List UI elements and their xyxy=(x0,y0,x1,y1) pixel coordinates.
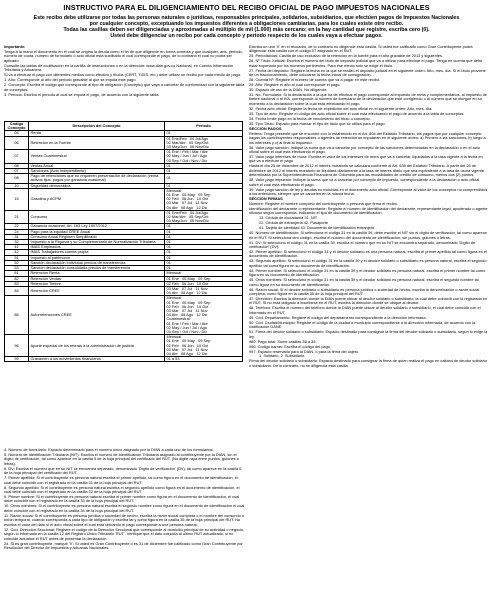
concepts-table xyxy=(4,121,243,362)
concept-description-cell: Sanción declaración individual precios de transferencia xyxy=(29,260,165,265)
concept-code-cell: 07 xyxy=(5,150,29,164)
instruction-paragraph: 6. DV: Escriba el número que en su NIT se encuentra separado, denominado 'Dígito de verificación' (DV), tal como aparece en la casilla 6 de la hoja principal del certificado del RUT. xyxy=(4,465,242,476)
concept-code-cell: 10 xyxy=(5,183,29,188)
concept-code-cell: 08 xyxy=(5,174,29,183)
instruction-paragraph: 51. Firma del deudor solidario o subsidiario: Espacio destinado para consignar la firma del deudor solidario o subsidiario, según lo exige la ley. xyxy=(249,329,488,339)
concept-period-cell: Mensual 01 Ene 05 May 09 Sep 02 Feb 06 Jun 10 Oct 03 Mar 07 Jul 11 Nov 04 Abr 08 Ago 12 Dic Cuatrimestral 01 Ene / Feb / Mar / Abr 02 May / Jun / Jul / Ago 03 Sep / Oct / Nov / Dic xyxy=(165,296,243,335)
concept-description-cell: Impuesto al patrimonio xyxy=(29,255,165,260)
instruction-paragraph: 48. Teléfono: Escriba el número del teléfono donde la DIAN puede ubicar al deudor solidario o subsidiario, el cual debe coincidir con el informado en el RUT. xyxy=(249,305,481,315)
concept-code-cell: 06 xyxy=(5,136,29,150)
concept-description-cell: Retención CREE xyxy=(29,286,165,295)
instruction-paragraph: 38. Valor pago impuesto: Indique la suma que va a cancelar por concepto de impuesto, correspondiente a la declaración o acto oficial sobre el cual está efectuando el pago. xyxy=(249,177,480,187)
instruction-paragraph: Escriba un uno 'X' en el recuadro, de lo contrario no diligencie esta casilla. Si usted fue calificado como Gran Contribuyente podrá diligenciar esta casilla con el código 07 asignado en el RUT. xyxy=(249,44,473,54)
instruction-paragraph: Si va a efectuar el pago con diferentes medios como efectivo y títulos (CERT, TIDIS, etc.) debe utilizar un recibo por cada medio de pago. xyxy=(4,72,242,78)
instruction-paragraph: 10. Otros nombres: Si el contribuyente es persona natural escriba el segundo nombre como figura en el documento de identificación el cual debe coincidir con el registrado en la casilla 34 de la hoja principal del RUT. xyxy=(4,503,245,513)
concept-description-cell: Seguridad democrática xyxy=(29,183,165,188)
intro-line: por cualquier concepto, exceptuando los impuestos diferentes a obligaciones cambiarias, para los cuales existe otro recibo. xyxy=(89,21,404,27)
intro-block xyxy=(8,15,485,39)
concept-code-cell: 83 xyxy=(5,281,29,286)
table-row xyxy=(5,210,243,224)
concept-code-cell: 53 xyxy=(5,266,29,271)
instruction-paragraph: 33. Tipo de acto: Registre el código del acto oficial sobre el cual está efectuando el pago de acuerdo a la tabla de conceptos. xyxy=(249,110,465,116)
header-description: Descripción del Concepto xyxy=(29,122,165,131)
concept-code-cell: 81 xyxy=(5,271,29,276)
instruction-paragraph: 3. Periodo: Escriba el periodo al cual se imputa el pago, de acuerdo con la siguiente tabla: xyxy=(4,91,160,97)
concept-period-cell: 02 Feb 06 Jun 10 Oct xyxy=(165,281,243,286)
instruction-paragraph: SECCIÓN FIRMAS xyxy=(249,196,283,201)
instruction-paragraph: 1. Solidario, 2. Subsidiario. xyxy=(259,353,306,359)
instruction-paragraph: 49. Cód. Departamento: Registre el código del departamento correspondiente a la dirección informada. xyxy=(249,314,427,320)
concept-description-cell: Gravamen a los movimientos financieros xyxy=(29,357,165,362)
concept-code-cell: 82 xyxy=(5,276,29,281)
concept-period-cell: 01 xyxy=(165,174,243,183)
concept-period-cell: 01 Ene / Feb / Mar / Abr 02 May / Jun / Jul / Ago 03 Sep / Oct / Nov / Dic xyxy=(165,150,243,164)
concept-period-cell: 01 xyxy=(165,131,243,136)
concept-description-cell: IMAS Trabajadores cuenta propia xyxy=(29,250,165,255)
concept-code-cell: 15 xyxy=(5,188,29,210)
concept-description-cell: Ventas Anual xyxy=(29,163,165,168)
instruction-paragraph: 996. Código barras: Escriba el código del pago. xyxy=(249,343,331,349)
instruction-paragraph: 1. Año: Corresponde al año del periodo gravable al que se imputa este pago. xyxy=(4,77,137,83)
instruction-paragraph: 30. Espacio de uso de la DIAN. No diligencie. xyxy=(249,87,328,93)
concept-description-cell: Aporte especial de los reteras a la administración de justicia xyxy=(29,335,165,357)
table-row xyxy=(5,150,243,164)
concept-description-cell: Retención Renta xyxy=(29,271,165,276)
concept-description-cell: Retención en la Fuente xyxy=(29,136,165,150)
table-row xyxy=(5,296,243,335)
concept-code-cell: 42 xyxy=(5,250,29,255)
concept-period-cell: 01 xyxy=(165,240,243,245)
concept-period-cell: 01 Ene/Feb 04 Jul/Ago 02 Mar/Abr 05 Sep/Oct 03 May/Jun 06 Nov/Dic xyxy=(165,210,243,224)
concept-code-cell: 22 xyxy=(5,224,29,229)
concept-period-cell: 01 xyxy=(165,250,243,255)
concept-period-cell: 01 xyxy=(165,234,243,239)
instruction-paragraph: Importante: xyxy=(4,44,26,49)
instruction-paragraph: 41. Tarjeta de identidad 43. Documento de identificación extranjero xyxy=(259,225,375,231)
header-code: Código Concepto xyxy=(5,122,29,131)
instruction-paragraph: 9. Primer nombre: Si el contribuyente es persona natural escriba el primer nombre como figura en el documento de identificación, el cual debe coincidir con el registrado en la casilla 33 de la hoja principal del RUT. xyxy=(4,494,240,504)
instruction-paragraph: 42. Primer apellido: Si seleccionó el código 31 y el deudor solidario es una persona natural, escriba el primer apellido tal como figura en el documento de identificación. xyxy=(249,248,487,259)
concept-period-cell: 03 Mar 07 Jul 11 Nov 04 Abr 08 Ago 12 Dic xyxy=(165,286,243,295)
concept-description-cell: Consumo xyxy=(29,210,165,224)
concept-description-cell: Retención Ventas xyxy=(29,276,165,281)
instruction-paragraph: 997. Espacio reservado para la DIAN, o para la firma del cajero. xyxy=(249,348,360,354)
concept-period-cell: 01 xyxy=(165,183,243,188)
instruction-paragraph: SECCIÓN PAGOS xyxy=(249,125,282,131)
instruction-paragraph: Reitera: Tenga presente que se encontró con lo establecido en el Art. 804 del Estatuto Tributario, los pagos que por cualquier concepto hagan los contribuyentes responsables o agentes de retención se imputarán en el siguiente orden: a) Primero a las sanciones, b) luego a los intereses y c) al final al impuesto. xyxy=(249,130,486,145)
concept-code-cell: 07 xyxy=(5,169,29,174)
table-row xyxy=(5,136,243,150)
instruction-paragraph: 2. Concepto: Escriba el código que corresponde al tipo de obligación (Concepto) que vaya a cancelar de conformidad con la siguiente tabla de conceptos. xyxy=(4,82,245,92)
concept-code-cell: 96 xyxy=(5,335,29,357)
instruction-paragraph: 26. Nº Título Judicial: Escriba el número del título de depósito judicial que va a utilizar para efectuar el pago. Tenga en cuenta que debe estar soportado por los números pertinentes. Para ese efecto solo se exige el título. xyxy=(249,58,483,68)
instruction-paragraph: 46. Razón social: Si el deudor solidario o subsidiario es persona jurídica o sociedad de hecho, escriba la denominación o razón social completa, como figura en la casilla 35 de la hoja principal del RUT. xyxy=(249,286,480,297)
concept-period-cell: 01 xyxy=(165,260,243,265)
instruction-paragraph: 27. Fecha del depósito: Registre la fecha en la que se realizó el depósito judicial en el siguiente orden: Año, mes, día. Si el título proviene de un fraccionamiento, debe colocarse la fecha inicial de consignación. xyxy=(249,67,486,78)
instruction-paragraph: 41. DV: Si seleccionó el código 31 en la casilla 39, escriba el número que en su NIT se encuentra separado, denominado 'Dígito de verificación' (DV). xyxy=(249,239,476,250)
table-row xyxy=(5,188,243,210)
instruction-paragraph: 24. Si es gran contribuyente, marque 'X': Si usted es Gran Contribuyente o es 31 de diciembre fue calificado como Gran Contribuyente por Resolución del Director de Impuestos y Aduanas Nacionales. xyxy=(4,540,243,551)
concept-code-cell: 41 xyxy=(5,245,29,250)
left-column-top xyxy=(4,45,245,97)
intro-line: Todas las casillas deben ser diligenciadas y aproximadas al múltiplo de mil (1.000) más cercano; en la hay cantidad que registre, escriba cero (0). xyxy=(63,27,430,33)
instruction-paragraph: 28. Cuenta Nº: Registre el número de cuenta que va a pagar en este recibo. xyxy=(249,77,381,83)
instruction-paragraph: 12. Cód. Dirección Seccional: Registre el código de la Dirección Seccional que corresponde al domicilio principal de su actividad o negocio, según lo informado en la casilla 12 del Registro Único Tributario 'RUT'. Verifique que el dato coincida al último RUT actualizado, si no coincide actualice el RUT antes de presentar la declaración. xyxy=(4,526,245,541)
instruction-paragraph: 37. Valor pago intereses de mora: Escriba el valor de los intereses de mora que va a cancelar, liquidados a la tasa vigente a la fecha en que va a efectuar el pago. xyxy=(249,153,483,164)
instruction-paragraph: 13. Cédula de ciudadanía 31. NIT xyxy=(259,215,318,221)
concept-period-cell: 01 xyxy=(165,255,243,260)
instruction-paragraph: 22. Cédula de extranjería 42. Pasaporte xyxy=(259,220,328,226)
concept-description-cell: Pago de retenciones que no requieren presentación de declaración (venta activos fijos, pagos por ganancia ocasional) xyxy=(29,174,165,183)
concept-period-cell: 01 xyxy=(165,163,243,168)
concept-description-cell: Sanciones (Acto Independiente) xyxy=(29,169,165,174)
concept-period-cell: 01 xyxy=(165,224,243,229)
instruction-paragraph: Firma del deudor solidario o subsidiario: Espacio destinado para consignar la firma de quien realiza el pago en calidad de deudor solidario o subsidiario. De lo contrario, no se diligencia esta casilla. xyxy=(249,358,487,368)
instruction-paragraph: 29. Año: Registre el año al cual corresponde el pago. xyxy=(249,82,341,88)
left-column-bottom xyxy=(4,448,245,551)
concept-period-cell: 01 xyxy=(165,266,243,271)
concept-code-cell: 31 xyxy=(5,234,29,239)
concept-description-cell: IMAS Empleados xyxy=(29,245,165,250)
instruction-paragraph: 39. Valor pago sanción de ley y deudas no incluidas en el documento acto oficial: Corresponde al valor de los conceptos no comprendidos a los anteriores, siempre que se cancelen en la misma fecha. xyxy=(249,186,488,197)
instruction-paragraph: 40. Número de identificación: Si selecciona el código 31 en la casilla 39, debe escribir el NIT sin el dígito de verificación, tal como aparece en el RUT. Si selecciona otro código, escriba el número del documento de identificación, sin puntos, guiones o letras. xyxy=(249,230,487,240)
instruction-paragraph: 32. Fecha acto oficial: Registre la fecha de expedición del acto oficial en el siguiente orden: Año, mes, día. xyxy=(249,105,433,111)
instruction-paragraph: 5. Número de Identificación Tributaria (NIT): Escriba el número de Identificación Tributaria asignado al contribuyente por la DIAN, sin el dígito de verificación, tal como aparece en la casilla 5 de la hoja principal del certificado del RUT. (No digite raya entre puntos, guiones o letras). xyxy=(4,451,239,466)
instruction-paragraph: 44. Primer nombre: Si seleccionó el código 31 en la casilla 39 y el deudor solidario es persona natural, escriba el primer nombre tal como figura en su documento de identificación. xyxy=(249,267,486,278)
concept-code-cell: 51 xyxy=(5,255,29,260)
concept-code-cell: 86 xyxy=(5,296,29,335)
concept-description-cell: Pago para la equidad CREE Anual xyxy=(29,229,165,234)
concept-description-cell: Gasolina y ACPM xyxy=(29,188,165,210)
instruction-paragraph: 980. Pago total: Sume casillas 36 a 39. xyxy=(249,338,317,344)
table-row xyxy=(5,335,243,357)
header-period: Periodo xyxy=(165,122,243,131)
concept-description-cell: Consumo Anual Régimen Simplificado xyxy=(29,234,165,239)
concept-code-cell: 08 xyxy=(5,163,29,168)
concept-description-cell: Ganancia ocasional, Art. 163 Ley 1607/2012 xyxy=(29,224,165,229)
instruction-paragraph: 8. Segundo apellido: Si el contribuyente es persona natural escriba el segundo apellido como figura en el documento de identificación, el cual debe coincidir con el registrado en la casilla 32 de la hoja principal del RUT. xyxy=(4,484,240,495)
concept-period-cell: Mensual 01 Ene 05 May 09 Sep 02 Feb 06 Jun 10 Oct 03 Mar 07 Jul 11 Nov 04 Abr 08 Ago 12 Dic xyxy=(165,188,243,210)
concept-code-cell: 99 xyxy=(5,357,29,362)
concept-code-cell: 84 xyxy=(5,286,29,295)
instruction-paragraph: 25. Periodicidad: Casilla de uso exclusivo de la retención en la fuente para el año gravable de 2013 y siguientes. xyxy=(249,53,444,59)
concept-description-cell: Renta xyxy=(29,131,165,136)
concept-period-cell: Mensual xyxy=(165,271,243,276)
instruction-paragraph: Identificación del declarante o representante: Registre el número de identificación del declarante, representante legal, apoderado o agente oficioso según corresponda, indicando el tipo de documento de identificación. xyxy=(249,205,488,216)
concept-description-cell: Sanción declaración consolidada precios de transferencia xyxy=(29,266,165,271)
instruction-paragraph: 35. Tipo Título: Espacio para marcar el tipo de título que se utiliza para el pago. xyxy=(249,120,386,126)
intro-line: Usted debe diligenciar un recibo por cada concepto y periodo respecto de los cuales vaya a efectuar pagos. xyxy=(110,33,383,39)
concept-period-cell: 01 xyxy=(165,229,243,234)
instruction-paragraph: 31. No. Formulario: Si la declaración a la que ha de efectuar el pago corresponde al impuesto de renta y complementarios, al impuesto de timbre nacional o al IVA, corresponde al número de formulario de la declaración que esté corrigiendo o al número que se otorgue en su momento a la declaración sobre la cual está efectuando el pago. xyxy=(249,92,487,106)
instruction-paragraph: 50. Cód. Ciudad/Municipio: Registre el código de la ciudad o municipio correspondiente a la dirección informada, de acuerdo con la codificación DANE. xyxy=(249,319,476,330)
document-title: INSTRUCTIVO PARA EL DILIGENCIAMIENTO DEL RECIBO OFICIAL DE PAGO IMPUESTOS NACIONALES xyxy=(63,3,430,12)
concept-code-cell: 32 xyxy=(5,240,29,245)
concept-period-cell: 01 xyxy=(165,169,243,174)
concept-description-cell: Retención Timbre xyxy=(29,281,165,286)
instruction-paragraph: 7. Primer apellido: Si el contribuyente es persona natural escriba el primer apellido, tal como figura en el documento de identificación, el cual debe coincidir con el registrado en la casilla 31 de la hoja principal del RUT. xyxy=(4,475,238,485)
right-column xyxy=(249,45,489,369)
table-row xyxy=(5,357,243,362)
concept-code-cell: 04 xyxy=(5,131,29,136)
intro-line: Este recibo debe utilizarse por todas las personas naturales o jurídicas, responsables principales, solidarios, subsidiarios, que efectúen pagos de Impuestos Nacionales xyxy=(33,15,460,21)
concept-description-cell: Impuesto a la Riqueza y su Complementario de Normalización Tributaria xyxy=(29,240,165,245)
concept-period-cell: 01 xyxy=(165,245,243,250)
concept-code-cell: 52 xyxy=(5,260,29,265)
instruction-paragraph: Nombre: Registre el nombre completo del contribuyente o persona que firma el recibo. xyxy=(249,200,399,206)
table-row xyxy=(5,286,243,295)
concept-period-cell: 01 Ene/Feb 04 Jul/Ago 02 Mar/Abr 05 Sep/Oct 03 May/Jun 06 Nov/Dic xyxy=(165,136,243,150)
instruction-paragraph: 4. Número de formulario: Espacio determinado para el número único asignado por la DIAN a cada uno de los formularios. xyxy=(4,447,214,452)
instruction-paragraph: 11. Razón social: Si el contribuyente es persona jurídica o sociedad de hecho, escriba la razón social completa o el nombre del consorcio o unión temporal, cuando corresponda a cada tipo de obligación y escriba tal y como figura en la casilla 35 de la hoja principal del RUT. No escriba el valor del dato si el acto oficial sobre el cual está ubicando el pago corresponde a una persona natural. xyxy=(4,512,244,527)
instruction-paragraph: 34. Fecha límite pago en la fecha de vencimiento del título o concepto. xyxy=(249,115,371,121)
concept-period-cell: 01 a 53 xyxy=(165,357,243,362)
concept-code-cell: 21 xyxy=(5,210,29,224)
table-row xyxy=(5,174,243,183)
instruction-paragraph: 47. Dirección: Escriba la dirección donde la DIAN puede ubicar al deudor solidario o subsidiario, la cual debe coincidir con la registrada en el RUT. Si no está obligado a inscribirse en el RUT, escriba la dirección donde se ubique al deudor. xyxy=(249,296,488,306)
concept-description-cell: Autorretenciones CREE xyxy=(29,296,165,335)
instruction-paragraph: Hasta el día 25 de diciembre de 2012 el interés moratorio se calculará conforme al Art. 635 del Estatuto Tributario. A partir del 26 de diciembre de 2012 el interés moratorio se liquidará diariamente a la tasa de interés diario que sea equivalente a la tasa de usura vigente determinada por la Superintendencia Financiera de Colombia para las modalidades de crédito de consumo, menos dos (2) puntos. xyxy=(249,163,484,178)
concept-description-cell: Ventas Cuatrimestral xyxy=(29,150,165,164)
instruction-paragraph: Consulte las tablas de codificación en la cartilla de instrucciones o en la dirección: www.dian.gov.co Nacional, en Cuenta Información Tributaria y Aduanera. xyxy=(4,62,233,73)
instruction-paragraph: Tenga a la mano el documento en el cual se origina la deuda como el fin de que diligencie en forma correcta y que cualquier, arts, periodo, número de cuota, número de formulario o acto oficial está sustituido el cual corresponde el pago, de lo contrario el cual no podrá ser aplicado. xyxy=(4,48,243,63)
instruction-paragraph: 45. Otros nombres: Si seleccionó el código 31 en la casilla 39 y el deudor solidario es persona natural, escriba el segundo nombre tal como figura en su documento de identificación. xyxy=(249,277,479,287)
concept-code-cell: 24 xyxy=(5,229,29,234)
concept-period-cell: 01 Ene 05 May 09 Sep xyxy=(165,276,243,281)
concept-period-cell: Mensual 01 Ene 05 May 09 Sep 02 Feb 06 Jun 10 Oct 03 Mar 07 Jul 11 Nov 04 Abr 08 Ago 12 Dic xyxy=(165,335,243,357)
instruction-paragraph: 43. Segundo apellido: Si seleccionó el código 31 en la casilla 39 y el deudor solidario o subsidiario es persona natural, escriba el segundo apellido tal como figura en su documento de identificación. xyxy=(249,258,487,268)
instruction-paragraph: 36. Valor pago sanción: Indique la suma que va a cancelar por concepto de las sanciones determinadas en la declaración o en el acto oficial sobre el cual está efectuando el pago. xyxy=(249,144,480,154)
